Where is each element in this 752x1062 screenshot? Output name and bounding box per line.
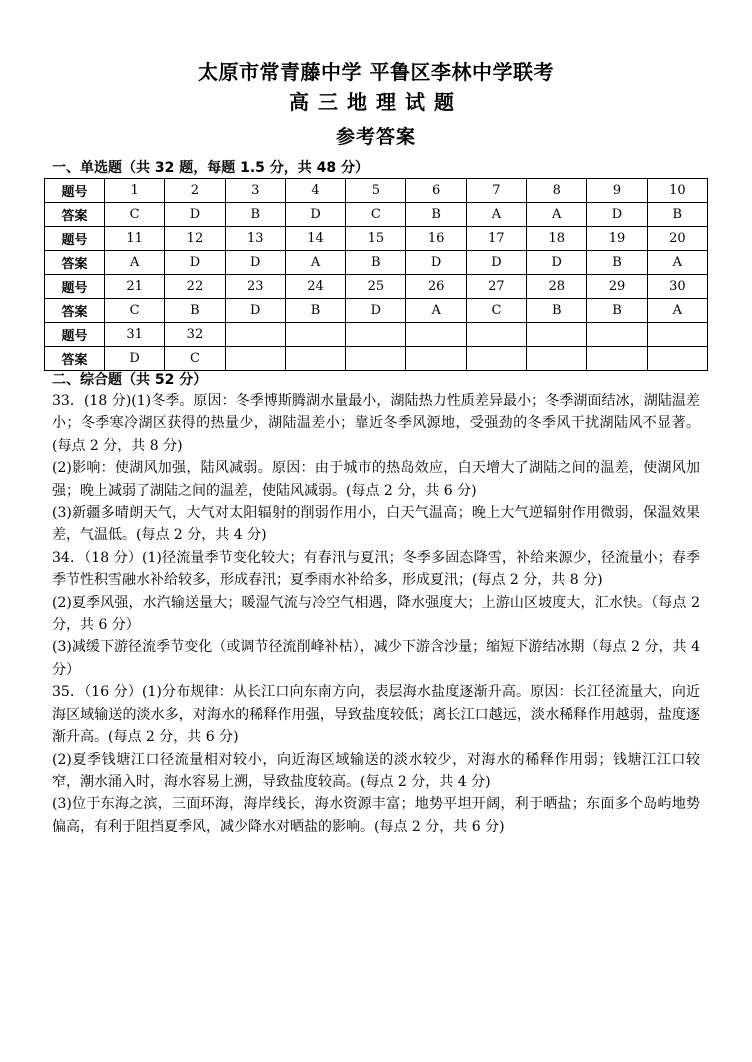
answer-cell: D	[346, 299, 406, 323]
answer-row	[45, 203, 708, 227]
answer-cell: C	[105, 203, 165, 227]
answer-cell	[527, 347, 587, 371]
question-number-cell: 12	[165, 227, 225, 251]
question-number-cell	[406, 323, 466, 347]
question-row-label: 题号	[45, 275, 105, 299]
answer-cell: B	[647, 203, 707, 227]
answer-cell	[346, 347, 406, 371]
answer-cell: B	[285, 299, 345, 323]
answer-cell: D	[165, 203, 225, 227]
question-number-cell: 8	[527, 179, 587, 203]
answer-cell: B	[406, 203, 466, 227]
answer-cell: B	[225, 203, 285, 227]
question-number-cell	[587, 323, 647, 347]
question-number-cell: 19	[587, 227, 647, 251]
answer-cell: B	[587, 251, 647, 275]
question-number-cell: 17	[466, 227, 526, 251]
section2-body	[52, 390, 700, 838]
question-number-cell: 25	[346, 275, 406, 299]
question-number-cell: 24	[285, 275, 345, 299]
answer-cell: D	[527, 251, 587, 275]
answer-row-label: 答案	[45, 347, 105, 371]
question-number-cell: 6	[406, 179, 466, 203]
section1-heading: 一、单选题（共 32 题，每题 1.5 分，共 48 分）	[52, 160, 370, 176]
answer-cell: D	[285, 203, 345, 227]
answer-paragraph: (3)新疆多晴朗天气，大气对太阳辐射的削弱作用小，白天气温高；晚上大气逆辐射作用微弱，保温效果差，气温低。(每点 2 分，共 4 分)	[52, 505, 700, 544]
question-number-cell: 1	[105, 179, 165, 203]
question-number-cell	[285, 323, 345, 347]
answer-cell: D	[225, 299, 285, 323]
question-number-cell: 16	[406, 227, 466, 251]
answer-row-label: 答案	[45, 251, 105, 275]
answer-cell	[587, 347, 647, 371]
question-number-cell: 26	[406, 275, 466, 299]
question-number-cell: 5	[346, 179, 406, 203]
question-number-cell: 11	[105, 227, 165, 251]
question-number-cell: 32	[165, 323, 225, 347]
question-row-label: 题号	[45, 227, 105, 251]
answer-cell: D	[466, 251, 526, 275]
answer-cell: A	[285, 251, 345, 275]
question-number-cell	[346, 323, 406, 347]
question-number-cell: 3	[225, 179, 285, 203]
answer-row	[45, 251, 708, 275]
question-row	[45, 227, 708, 251]
question-row	[45, 323, 708, 347]
question-row-label: 题号	[45, 179, 105, 203]
answer-cell: D	[406, 251, 466, 275]
exam-subtitle: 高三地理试题	[289, 90, 463, 114]
question-row	[45, 275, 708, 299]
answer-cell: C	[466, 299, 526, 323]
answer-paragraph: 35．（16 分）(1)分布规律：从长江口向东南方向，表层海水盐度逐渐升高。原因：长江径流量大，向近海区域输送的淡水多，对海水的稀释作用强，导致盐度较低；离长江口越远，淡水稀释作用越弱，盐度逐渐升高。(每点 2 分，共 6 分)	[52, 684, 700, 746]
answer-paragraph: (2)夏季钱塘江口径流量相对较小，向近海区域输送的淡水较少，对海水的稀释作用弱；钱塘江江口较窄，潮水涌入时，海水容易上溯，导致盐度较高。(每点 2 分，共 4 分)	[52, 751, 700, 790]
answer-cell: B	[346, 251, 406, 275]
question-row-label: 题号	[45, 323, 105, 347]
answer-cell: B	[527, 299, 587, 323]
answer-cell: A	[647, 299, 707, 323]
exam-title: 太原市常青藤中学 平鲁区李林中学联考	[198, 60, 554, 84]
question-number-cell	[527, 323, 587, 347]
question-number-cell: 13	[225, 227, 285, 251]
answer-paragraph: (3)减缓下游径流季节变化（或调节径流削峰补枯），减少下游含沙量；缩短下游结冰期（每点 2 分，共 4 分）	[52, 639, 700, 678]
answer-cell: C	[346, 203, 406, 227]
answer-cell: B	[165, 299, 225, 323]
answer-cell: D	[225, 251, 285, 275]
question-number-cell: 10	[647, 179, 707, 203]
answer-cell	[647, 347, 707, 371]
answer-table	[44, 178, 708, 371]
answer-cell: D	[165, 251, 225, 275]
question-number-cell: 4	[285, 179, 345, 203]
answer-paragraph: 34．（18 分）(1)径流量季节变化较大；有春汛与夏汛；冬季多固态降雪，补给来源少，径流量小；春季季节性积雪融水补给较多，形成春汛；夏季雨水补给多，形成夏汛；(每点 2 分，共 8 分)	[52, 549, 700, 589]
answer-paragraph: 33．(18 分)(1)冬季。原因：冬季博斯腾湖水量最小，湖陆热力性质差异最小；冬季湖面结冰，湖陆温差小；冬季寒冷湖区获得的热量少，湖陆温差小；靠近冬季风源地，受强劲的冬季风干扰湖陆风不显著。(每点 2 分，共 8 分)	[52, 393, 700, 454]
question-number-cell: 18	[527, 227, 587, 251]
answer-cell: C	[165, 347, 225, 371]
question-number-cell: 21	[105, 275, 165, 299]
answer-cell	[406, 347, 466, 371]
question-number-cell: 15	[346, 227, 406, 251]
answer-cell	[285, 347, 345, 371]
answer-row	[45, 347, 708, 371]
answer-cell	[225, 347, 285, 371]
answer-paragraph: (3)位于东海之滨，三面环海，海岸线长，海水资源丰富；地势平坦开阔，利于晒盐；东面多个岛屿地势偏高，有利于阻挡夏季风，减少降水对晒盐的影响。(每点 2 分，共 6 分)	[52, 796, 700, 835]
answer-cell: A	[527, 203, 587, 227]
answer-row-label: 答案	[45, 203, 105, 227]
question-number-cell	[225, 323, 285, 347]
question-number-cell: 29	[587, 275, 647, 299]
question-number-cell	[466, 323, 526, 347]
answer-cell: A	[105, 251, 165, 275]
answer-cell: A	[466, 203, 526, 227]
question-number-cell: 28	[527, 275, 587, 299]
question-number-cell: 14	[285, 227, 345, 251]
question-number-cell: 2	[165, 179, 225, 203]
question-row	[45, 179, 708, 203]
question-number-cell: 20	[647, 227, 707, 251]
answer-paragraph: (2)夏季风强，水汽输送量大；暖湿气流与冷空气相遇，降水强度大；上游山区坡度大，汇水快。（每点 2 分，共 6 分）	[52, 594, 700, 634]
question-number-cell: 22	[165, 275, 225, 299]
answer-cell: B	[587, 299, 647, 323]
answer-cell: D	[587, 203, 647, 227]
section2-heading: 二、综合题（共 52 分）	[52, 372, 208, 388]
answer-key-title: 参考答案	[335, 126, 416, 148]
answer-cell: D	[105, 347, 165, 371]
question-number-cell: 31	[105, 323, 165, 347]
answer-cell: C	[105, 299, 165, 323]
question-number-cell: 23	[225, 275, 285, 299]
answer-paragraph: (2)影响：使湖风加强，陆风减弱。原因：由于城市的热岛效应，白天增大了湖陆之间的温差，使湖风加强；晚上减弱了湖陆之间的温差，使陆风减弱。(每点 2 分，共 6 分)	[52, 460, 700, 499]
answer-cell: A	[406, 299, 466, 323]
question-number-cell: 9	[587, 179, 647, 203]
question-number-cell	[647, 323, 707, 347]
question-number-cell: 7	[466, 179, 526, 203]
answer-cell: A	[647, 251, 707, 275]
answer-cell	[466, 347, 526, 371]
question-number-cell: 30	[647, 275, 707, 299]
answer-row	[45, 299, 708, 323]
answer-row-label: 答案	[45, 299, 105, 323]
question-number-cell: 27	[466, 275, 526, 299]
